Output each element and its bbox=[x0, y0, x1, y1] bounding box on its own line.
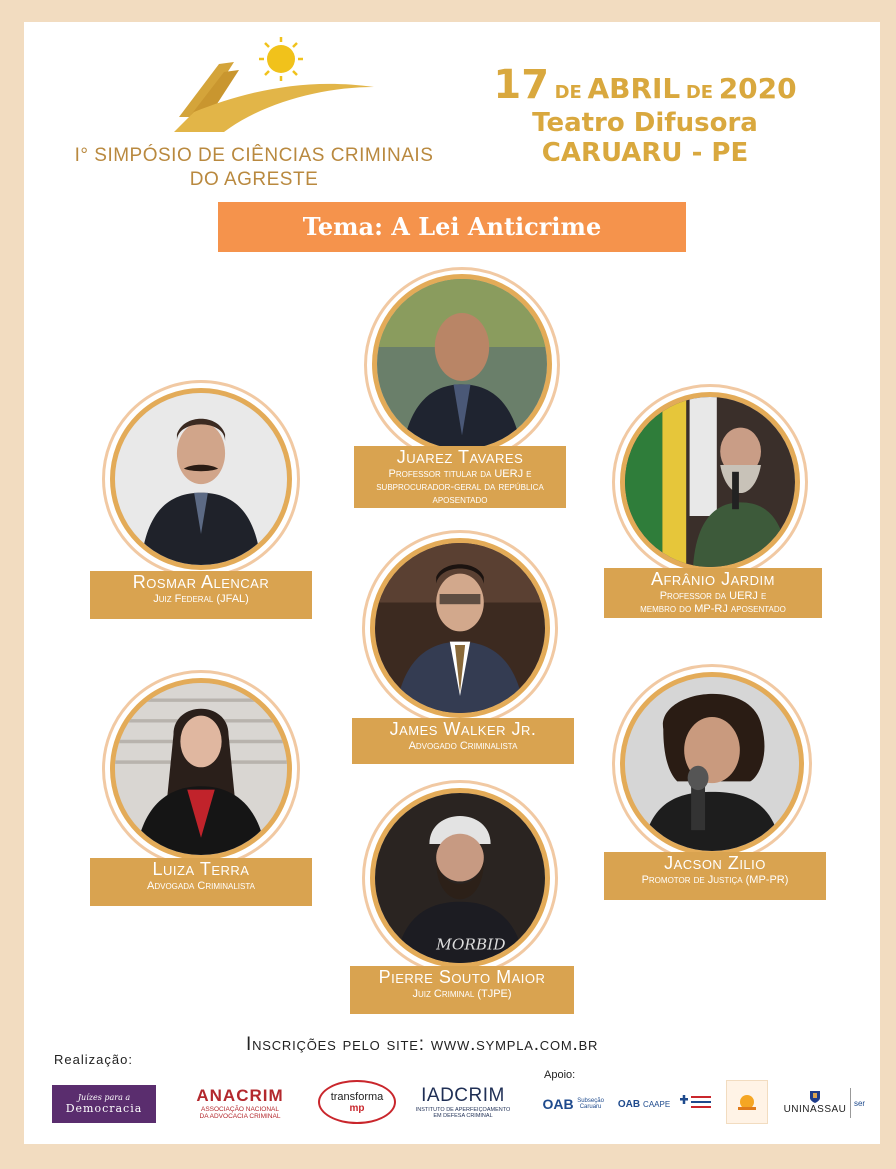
book-sun-icon bbox=[74, 32, 434, 142]
speaker-label-jacson: Jacson Zilio Promotor de Justiça (MP-PR) bbox=[604, 852, 826, 900]
logo-iadcrim: IADCRIM INSTITUTO DE APERFEIÇOAMENTO EM DEFESA CRIMINAL bbox=[415, 1085, 511, 1119]
logo-oab-caape: OAB CAAPE bbox=[617, 1098, 671, 1110]
speaker-photo-james bbox=[370, 538, 550, 718]
logo-ser: ser bbox=[850, 1088, 868, 1118]
logo-transforma-mp: transforma mp bbox=[318, 1080, 396, 1124]
speaker-photo-rosmar bbox=[110, 388, 292, 570]
speaker-photo-luiza bbox=[110, 678, 292, 860]
registration-url[interactable]: Inscrições pelo site: www.sympla.com.br bbox=[246, 1034, 599, 1055]
speaker-label-rosmar: Rosmar Alencar Juiz Federal (JFAL) bbox=[90, 571, 312, 619]
speaker-label-luiza: Luiza Terra Advogada Criminalista bbox=[90, 858, 312, 906]
logo-uninassau: UNINASSAU bbox=[780, 1084, 850, 1120]
theme-banner: Tema: A Lei Anticrime bbox=[218, 202, 686, 252]
logo-anacrim: ANACRIM ASSOCIAÇÃO NACIONAL DA ADVOCACIA CRIMINAL bbox=[196, 1086, 284, 1120]
realizacao-label: Realização: bbox=[54, 1052, 133, 1067]
speaker-photo-pierre bbox=[370, 788, 550, 968]
speaker-label-afranio: Afrânio Jardim Professor da UERJ e membro do MP-RJ aposentado bbox=[604, 568, 822, 618]
logo-servicos-icon bbox=[676, 1090, 716, 1116]
speaker-photo-juarez bbox=[372, 274, 552, 454]
speaker-label-pierre: Pierre Souto Maior Juiz Criminal (TJPE) bbox=[350, 966, 574, 1014]
logo-juizes-democracia: Juízes para a Democracia bbox=[52, 1085, 156, 1123]
speaker-photo-jacson bbox=[620, 672, 804, 856]
logo-oab-caruaru: OAB Subseção Caruaru bbox=[542, 1096, 604, 1112]
speaker-photo-afranio bbox=[620, 392, 800, 572]
event-venue: Teatro Difusora bbox=[532, 108, 758, 138]
logo-orange-badge bbox=[726, 1080, 768, 1124]
apoio-label: Apoio: bbox=[544, 1069, 576, 1081]
event-logo bbox=[74, 32, 434, 202]
event-date: 17 DE ABRIL DE 2020 Teatro Difusora CARUARU - PE bbox=[490, 62, 800, 168]
speaker-label-juarez: Juarez Tavares Professor titular da UERJ e subprocurador-geral da república aposentado bbox=[354, 446, 566, 508]
svg-text:MORBID: MORBID bbox=[436, 935, 506, 954]
event-title: I° SIMPÓSIO DE CIÊNCIAS CRIMINAIS DO AGRESTE bbox=[74, 145, 434, 190]
speaker-label-james: James Walker Jr. Advogado Criminalista bbox=[352, 718, 574, 764]
event-city: CARUARU - PE bbox=[541, 138, 749, 168]
poster bbox=[24, 22, 880, 1144]
